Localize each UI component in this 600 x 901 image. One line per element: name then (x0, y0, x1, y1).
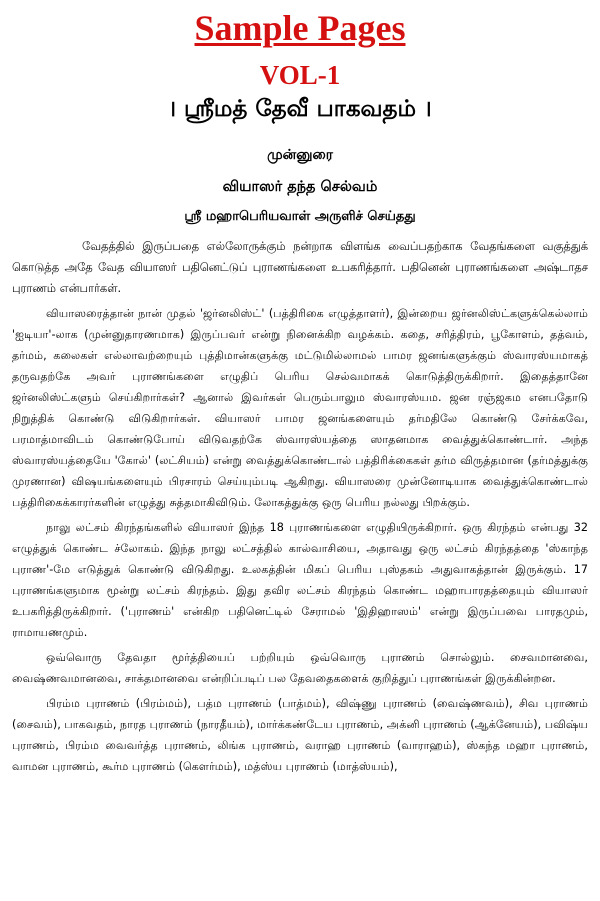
paragraph: நாலு லட்சம் கிரந்தங்களில் வியாஸர் இந்த 18 புராணங்களை எழுதியிருக்கிறார். ஒரு கிரந்தம் என்பது 32 எழுத்துக் கொண்ட ச்லோகம். இந்த நாலு லட்சத்தில் கால்வாசியை, அதாவது ஒரு லட்சம் கிரந்தத்தை 'ஸ்காந்த புராண'-மே எடுத்துக் கொண்டு விடுகிறது. உலகத்தின் மிகப் பெரிய புஸ்தகம் அதுவாகத்தான் இருக்கும். 17 புராணங்களுமாக மூன்று லட்சம் கிரந்தம். இது தவிர லட்சம் கிரந்தம் கொண்ட மஹாபாரதத்தையும் வியாஸர் உபகரித்திருக்கிறார். ('புராணம்' என்கிற பதினெட்டில் சேராமல் 'இதிஹாஸம்' என்று இருப்பவை பாரதமும், ராமாயணமும். (12, 521, 588, 639)
book-title: । ஸ்ரீமத் தேவீ பாகவதம் । (168, 96, 432, 122)
paragraph: வியாஸரைத்தான் நான் முதல் 'ஜர்னலிஸ்ட்' (பத்திரிகை எழுத்தாளர்), இன்றைய ஜர்னலிஸ்ட்களுக்கெல்லாம் 'ஐடியா'-லாக (முன்னுதாரணமாக) இருப்பவர் என்று நினைக்கிற வழக்கம். கதை, சரித்திரம், பூகோளம், தத்வம், தர்மம், கலைகள் எல்லாவற்றையும் புத்திமான்களுக்கு மட்டுமில்லாமல் பாமர ஜனங்களுக்கும் ஸ்வாரஸ்யமாகத் தருவதற்கே அவர் புராணங்களை எழுதிப் பெரிய செல்வமாகக் கொடுத்திருக்கிறார். இதைத்தானே ஜர்னலிஸ்ட்களும் செய்கிறார்கள்? ஆனால் இவர்கள் பெரும்பாலும ஸ்வாரஸ்யம. ஜன ரஞ்ஜகம எனபதோடு நிறுத்திக் கொண்டு விடுகிறார்கள். வியாஸர் பாமர ஜனங்களையும் தர்மதிலே கொண்டு சேர்க்கவே, பரமாத்மாவிடம் கொண்டுபோய் விடுவதற்கே ஸ்வாரஸ்யத்தை ஸாதனமாக வைத்துக்கொண்டார். அந்த ஸ்வாரஸ்யத்தையே 'கோல்' (லட்சியம்) என்று வைத்துக்கொண்டால் பத்திரிக்கைகள் தர்ம விருத்தமான (தர்மத்துக்கு முரணான) விஷயங்களையும் பிரசாரம் செய்யும்படி ஆகிறது. வியாஸரை முன்னோடியாக வைத்துக்கொண்டால் பத்திரிகைக்காரர்களின் எழுத்து சுத்தமாகிவிடும். லோகத்துக்கு ஒரு பெரிய நல்லது பிறக்கும். (12, 307, 588, 509)
body-text (6, 236, 594, 777)
volume-label: VOL-1 (259, 60, 341, 90)
paragraph: ஒவ்வொரு தேவதா மூர்த்தியைப் பற்றியும் ஒவ்வொரு புராணம் சொல்லும். சைவமானவை, வைஷ்ணவமானவை, சாக்தமானவை என்றிப்படிப் பல தேவதைகளைக் குறித்துப் புராணங்கள் இருக்கின்றன. (12, 651, 588, 685)
paragraph: வேதத்தில் இருப்பதை எல்லோருக்கும் நன்றாக விளங்க வைப்பதற்காக வேதங்களை வகுத்துக் கொடுத்த அதே வேத வியாஸர் பதினெட்டுப் புராணங்களை உபகரித்தார். பதினென் புராணங்களை அஷ்டாதச புராணம் என்பார்கள். (12, 239, 588, 295)
sample-pages-banner: Sample Pages (194, 8, 406, 48)
chapter-heading: வியாஸர் தந்த செல்வம் (222, 179, 378, 195)
attribution-heading: ஸ்ரீ மஹாபெரியவாள் அருளிச் செய்தது (184, 209, 416, 224)
paragraph: பிரம்ம புராணம் (பிரம்மம்), பத்ம புராணம் (பாத்மம்), விஷ்ணு புராணம் (வைஷ்ணவம்), சிவ புராணம் (சைவம்), பாகவதம், நாரத புராணம் (நாரதீயம்), மார்க்கண்டேய புராணம், அக்னி புராணம் (ஆக்னேயம்), பவிஷ்ய புராணம், பிரம்ம வைவர்த்த புராணம், லிங்க புராணம், வராஹ புராணம் (வாராஹம்), ஸ்கந்த மஹா புராணம், வாமன புராணம், கூர்ம புராணம் (கௌர்மம்), மத்ஸ்ய புராணம் (மாத்ஸ்யம்), (12, 697, 588, 773)
preface-heading: முன்னுரை (267, 147, 333, 163)
